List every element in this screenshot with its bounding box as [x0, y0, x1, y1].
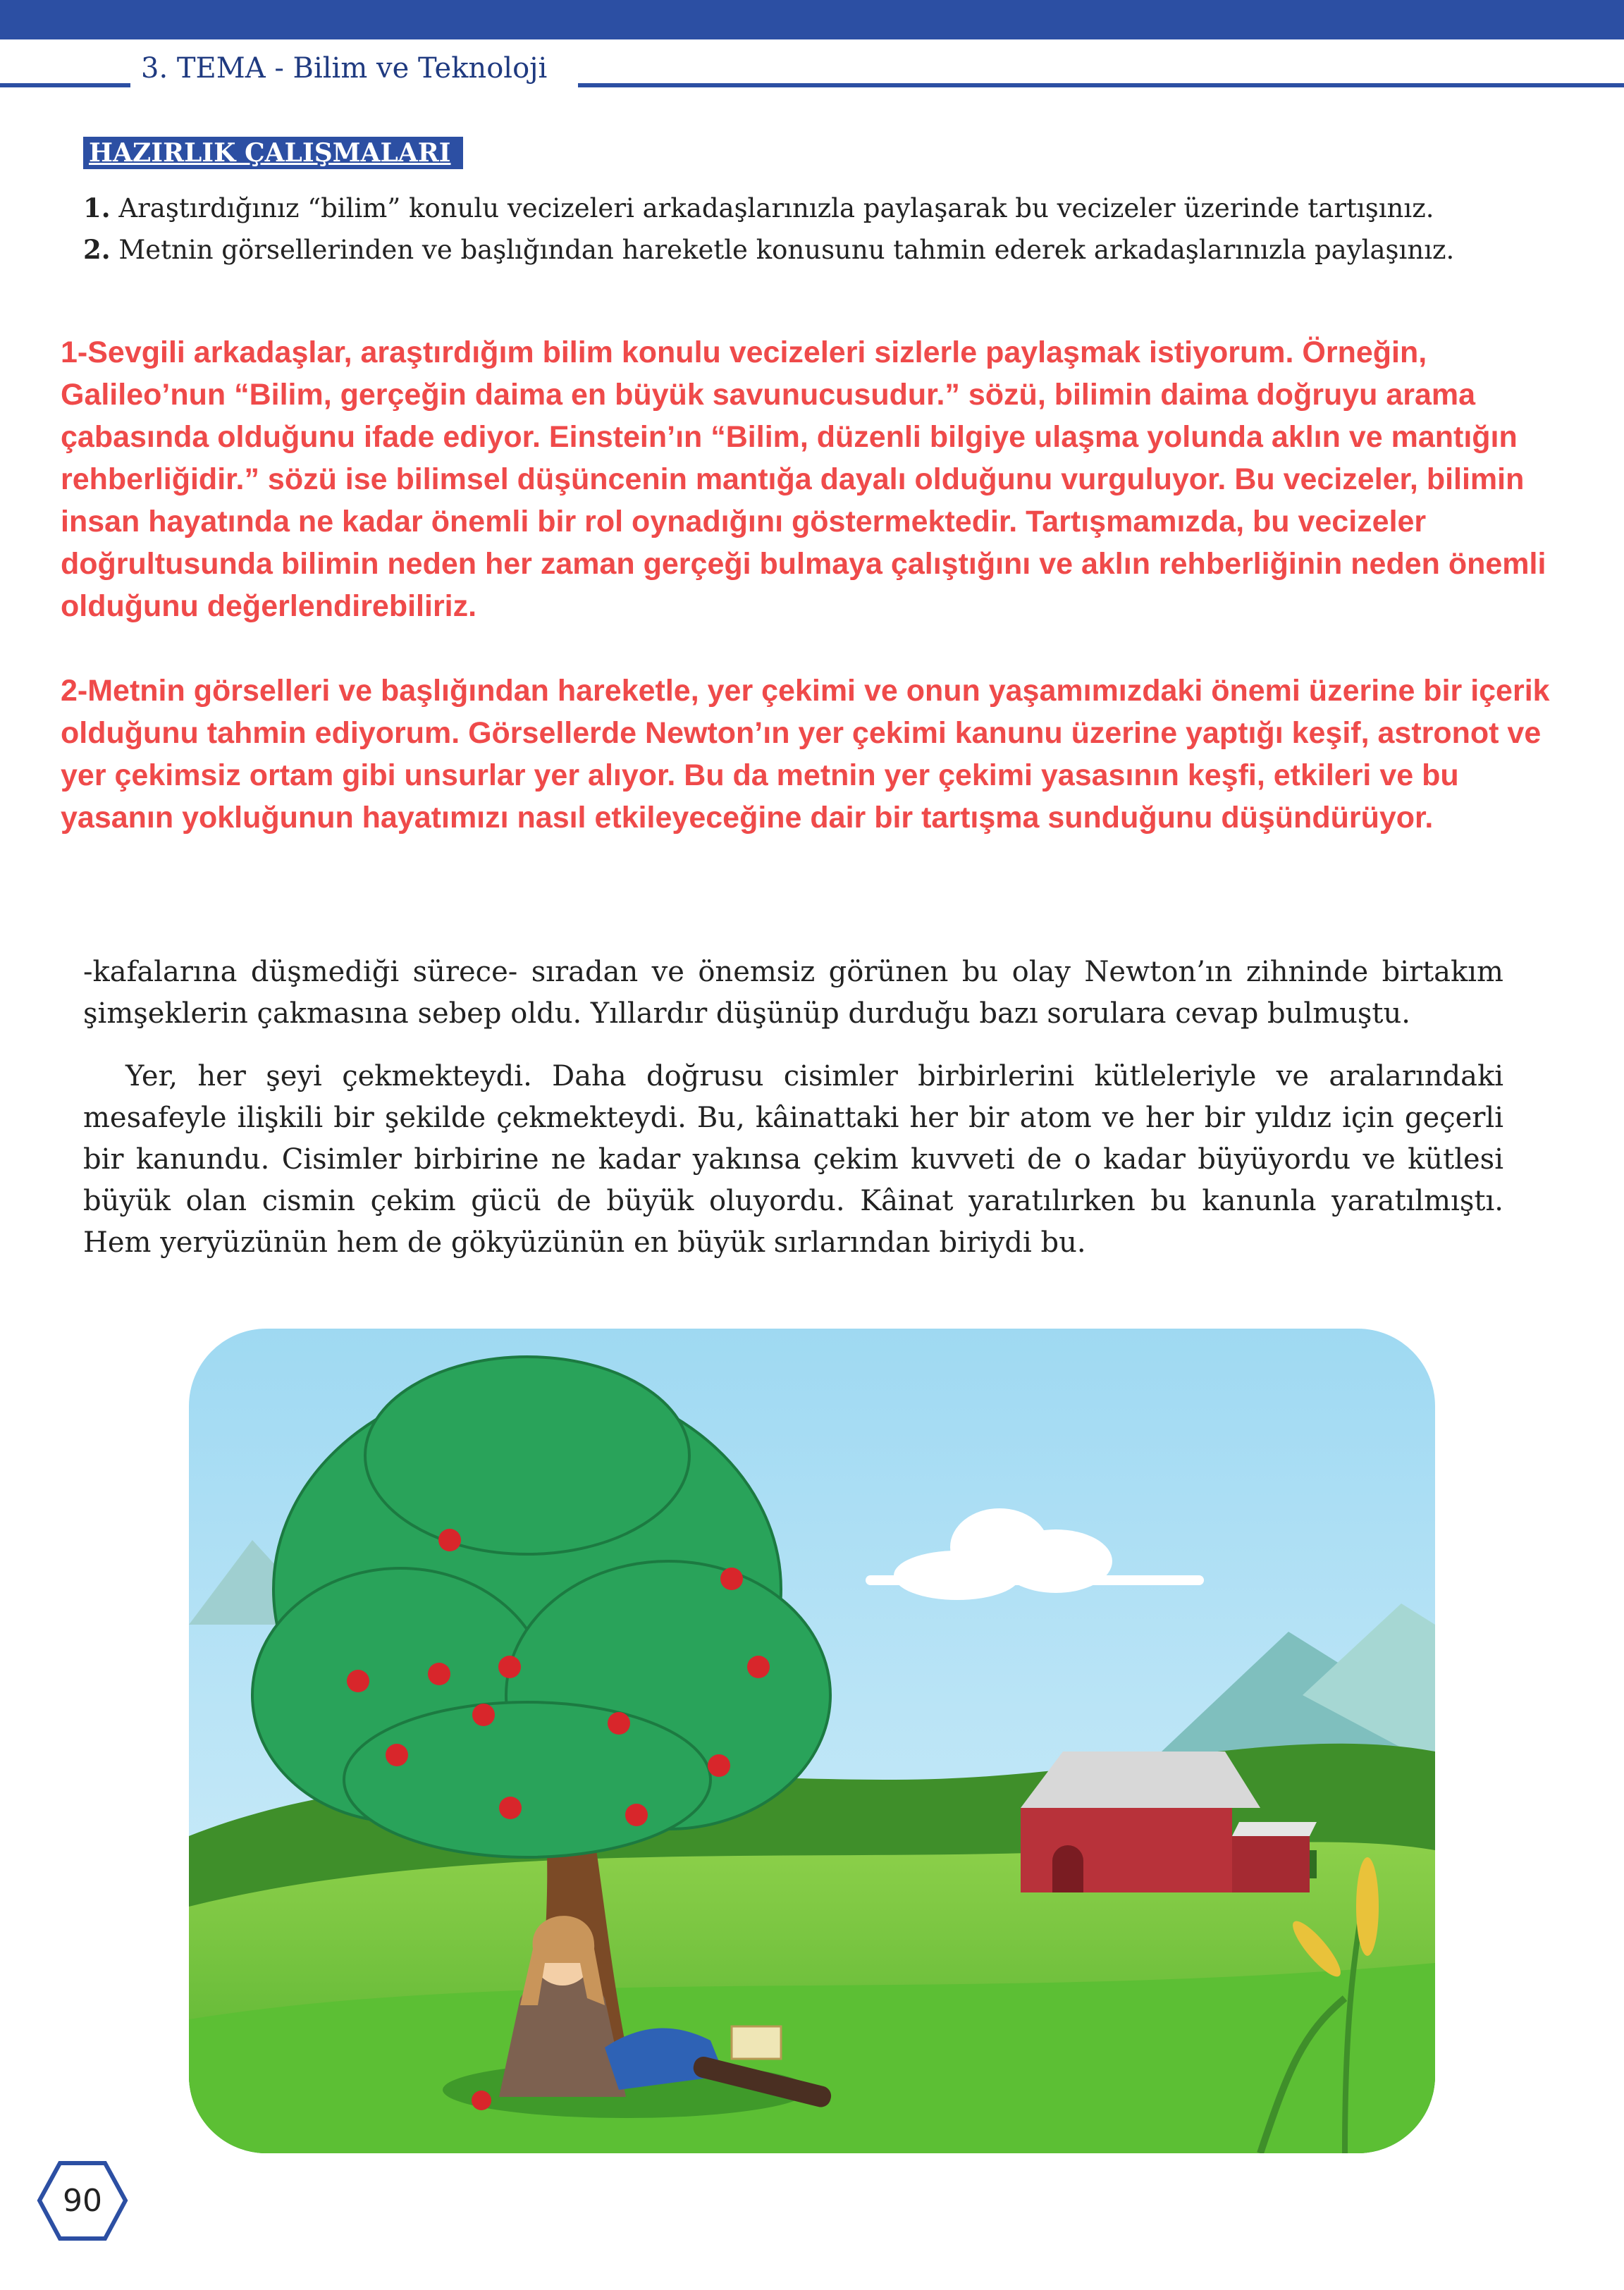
prep-item — [83, 229, 1549, 271]
prep-item — [83, 187, 1549, 229]
prep-item-number: 1. — [83, 192, 111, 223]
prep-item-text: Metnin görsellerinden ve başlığından hareketle konusunu tahmin ederek arkadaşlarınızla paylaşınız. — [110, 235, 1455, 265]
newton-apple-tree-illustration — [189, 1329, 1435, 2153]
section-label: HAZIRLIK ÇALIŞMALARI — [83, 137, 463, 169]
answer-1: 1-Sevgili arkadaşlar, araştırdığım bilim konulu vecizeleri sizlerle paylaşmak istiyorum. Örneğin, Galileo’nun “Bilim, gerçeğin daima en büyük savunucusudur.” sözü, bilimin daima doğruyu arama çabasında olduğunu ifade ediyor. Einstein’ın “Bilim, düzenli bilgiye ulaşma yolunda aklın ve mantığın rehberliğidir.” sözü ise bilimsel düşüncenin mantığa dayalı olduğunu vurguluyor. Bu vecizeler, bilimin insan hayatında ne kadar önemli bir rol oynadığını göstermektedir. Tartışmamızda, bu vecizeler doğrultusunda bilimin neden her zaman gerçeği bulmaya çalıştığını ve aklın rehberliğinin neden önemli olduğunu değerlendirebiliriz. — [61, 336, 1546, 623]
prep-list — [83, 187, 1549, 271]
story-paragraph: Yer, her şeyi çekmekteydi. Daha doğrusu cisimler birbirlerini kütleleriyle ve aralarındaki mesafeyle ilişkili bir şekilde çekmekteydi. Bu, kâinattaki her bir atom ve her bir yıldız için geçerli bir kanundu. Cisimler birbirine ne kadar yakınsa çekim kuvveti de o kadar büyüyordu ve kütlesi büyük olan cismin çekim gücü de büyük oluyordu. Kâinat yaratılırken bu kanunla yaratılmıştı. Hem yeryüzünün hem de gökyüzünün en büyük sırlarından biriydi bu. — [83, 1060, 1503, 1259]
prep-item-number: 2. — [83, 234, 111, 265]
answers-block — [61, 331, 1576, 881]
header-rule-right — [578, 83, 1624, 87]
page-number-badge — [37, 2160, 128, 2241]
landscape-scene — [189, 1329, 1435, 2153]
header-rule-left — [0, 83, 130, 87]
theme-title: 3. TEMA - Bilim ve Teknoloji — [141, 52, 548, 85]
story-text — [83, 952, 1503, 1285]
prep-item-text: Araştırdığınız “bilim” konulu vecizeleri arkadaşlarınızla paylaşarak bu vecizeler üzerinde tartışınız. — [110, 193, 1434, 223]
page-number: 90 — [63, 2183, 102, 2219]
story-paragraph: -kafalarına düşmediği sürece- sıradan ve önemsiz görünen bu olay Newton’ın zihninde birtakım şimşeklerin çakmasına sebep oldu. Yıllardır düşünüp durduğu bazı sorulara cevap bulmuştu. — [83, 956, 1503, 1030]
answer-2: 2-Metnin görselleri ve başlığından hareketle, yer çekimi ve onun yaşamımızdaki önemi üzerine bir içerik olduğunu tahmin ediyorum. Görsellerde Newton’ın yer çekimi kanunu üzerine yaptığı keşif, astronot ve yer çekimsiz ortam gibi unsurlar yer alıyor. Bu da metnin yer çekimi yasasının keşfi, etkileri ve bu yasanın yokluğunun hayatımızı nasıl etkileyeceğine dair bir tartışma sunduğunu düşündürüyor. — [61, 674, 1550, 835]
